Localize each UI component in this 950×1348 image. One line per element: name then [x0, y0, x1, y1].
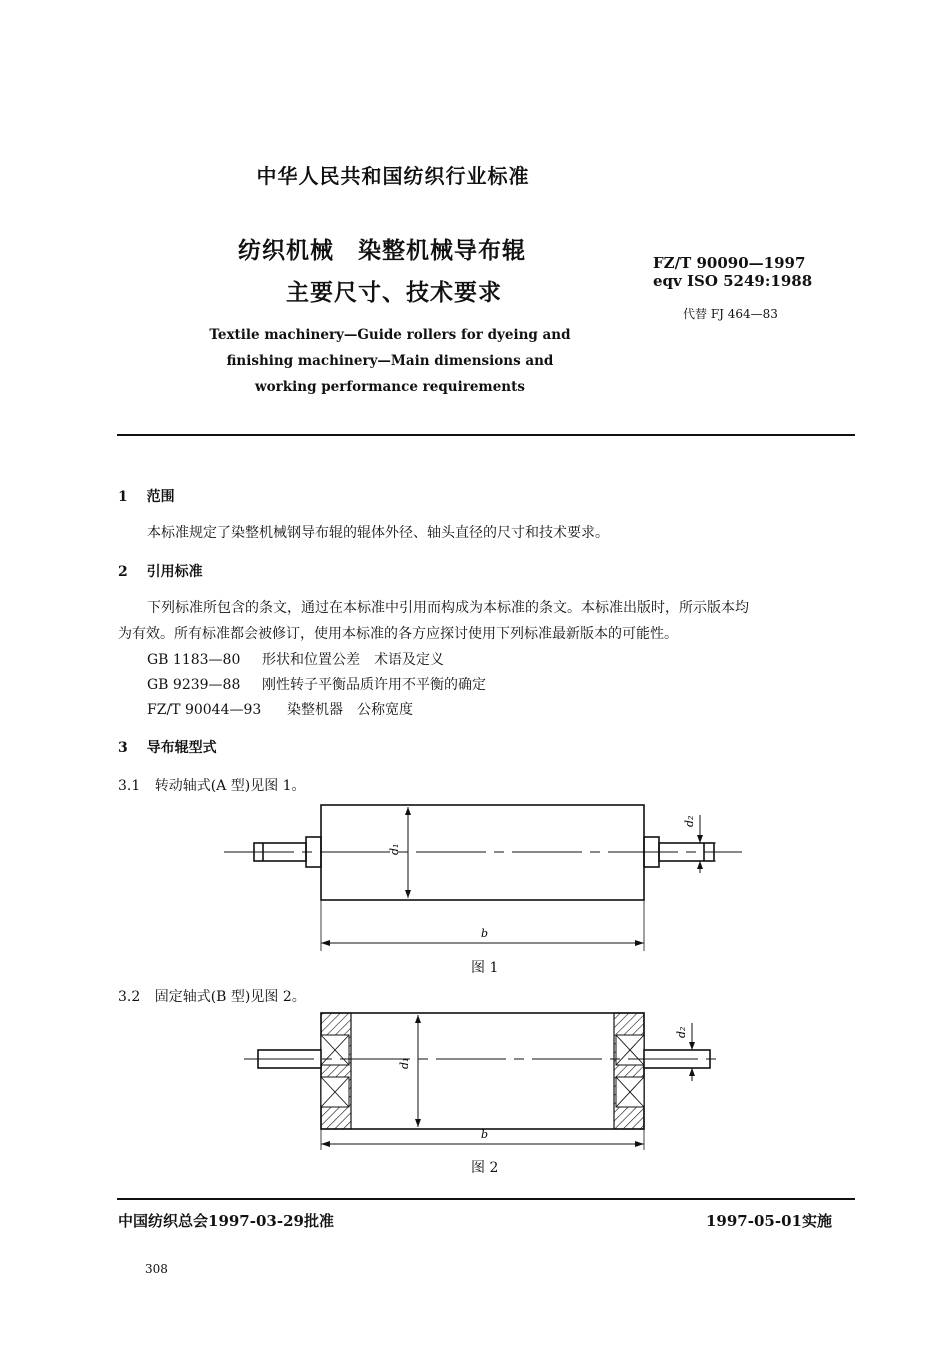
header-divider — [117, 434, 855, 436]
standard-equivalence: eqv ISO 5249:1988 — [653, 272, 813, 290]
title-chinese-line-2: 主要尺寸、技术要求 — [286, 279, 502, 306]
title-english-line-2: finishing machinery—Main dimensions and — [226, 353, 554, 369]
label-d2: d₂ — [683, 815, 696, 827]
reference-title: 染整机器 公称宽度 — [287, 702, 413, 718]
section-1-title: 范围 — [146, 489, 175, 505]
reference-title: 刚性转子平衡品质许用不平衡的确定 — [262, 677, 486, 693]
subsection-3-2-text: 固定轴式(B 型)见图 2。 — [154, 989, 306, 1005]
reference-code: GB 1183—80 — [147, 652, 241, 668]
reference-item — [147, 699, 413, 719]
section-2-heading — [118, 561, 203, 581]
subsection-3-1 — [118, 775, 306, 795]
subsection-3-2-number: 3.2 — [118, 989, 141, 1005]
figure-1-caption: 图 1 — [471, 960, 499, 976]
footer-divider — [117, 1198, 855, 1200]
section-3-title: 导布辊型式 — [146, 740, 217, 756]
title-chinese-line-1: 纺织机械 染整机械导布辊 — [238, 237, 526, 264]
label-d1: d₁ — [388, 843, 401, 855]
section-3-heading — [118, 737, 217, 757]
standard-code: FZ/T 90090—1997 — [653, 254, 806, 272]
section-2-title: 引用标准 — [146, 564, 203, 580]
label-b: b — [481, 1128, 489, 1141]
label-d1: d₁ — [398, 1057, 411, 1069]
page-number: 308 — [145, 1262, 168, 1276]
label-b: b — [481, 927, 489, 940]
title-english — [170, 322, 610, 400]
reference-item — [147, 649, 444, 669]
reference-code: GB 9239—88 — [147, 677, 241, 693]
subsection-3-2 — [118, 986, 306, 1006]
label-d2: d₂ — [675, 1026, 688, 1038]
reference-title: 形状和位置公差 术语及定义 — [262, 652, 444, 668]
section-2-text-line-2: 为有效。所有标准都会被修订，使用本标准的各方应探讨使用下列标准最新版本的可能性。 — [118, 626, 678, 642]
reference-item — [147, 674, 486, 694]
subsection-3-1-number: 3.1 — [118, 778, 141, 794]
section-2-text-line-1: 下列标准所包含的条文，通过在本标准中引用而构成为本标准的条文。本标准出版时，所示版本均 — [147, 600, 749, 616]
standard-replaces: 代替 FJ 464—83 — [683, 307, 778, 321]
standard-category-title: 中华人民共和国纺织行业标准 — [256, 164, 530, 188]
section-2-number: 2 — [118, 564, 128, 580]
approval-date: 中国纺织总会1997-03-29批准 — [118, 1212, 334, 1230]
title-english-line-3: working performance requirements — [255, 379, 525, 395]
section-1-heading — [118, 486, 175, 506]
figure-2-caption: 图 2 — [471, 1160, 499, 1176]
left-end-cap — [321, 1013, 351, 1129]
figure-2-drawing — [0, 1005, 950, 1155]
title-english-line-1: Textile machinery—Guide rollers for dyeing and — [209, 327, 571, 343]
section-3-number: 3 — [118, 740, 128, 756]
effective-date: 1997-05-01实施 — [706, 1212, 832, 1230]
section-1-number: 1 — [118, 489, 128, 505]
figure-1-drawing — [0, 795, 950, 980]
roller-body — [321, 1013, 644, 1129]
section-1-text: 本标准规定了染整机械钢导布辊的辊体外径、轴头直径的尺寸和技术要求。 — [147, 525, 609, 541]
subsection-3-1-text: 转动轴式(A 型)见图 1。 — [154, 778, 306, 794]
reference-code: FZ/T 90044—93 — [147, 702, 262, 718]
right-end-cap — [614, 1013, 644, 1129]
